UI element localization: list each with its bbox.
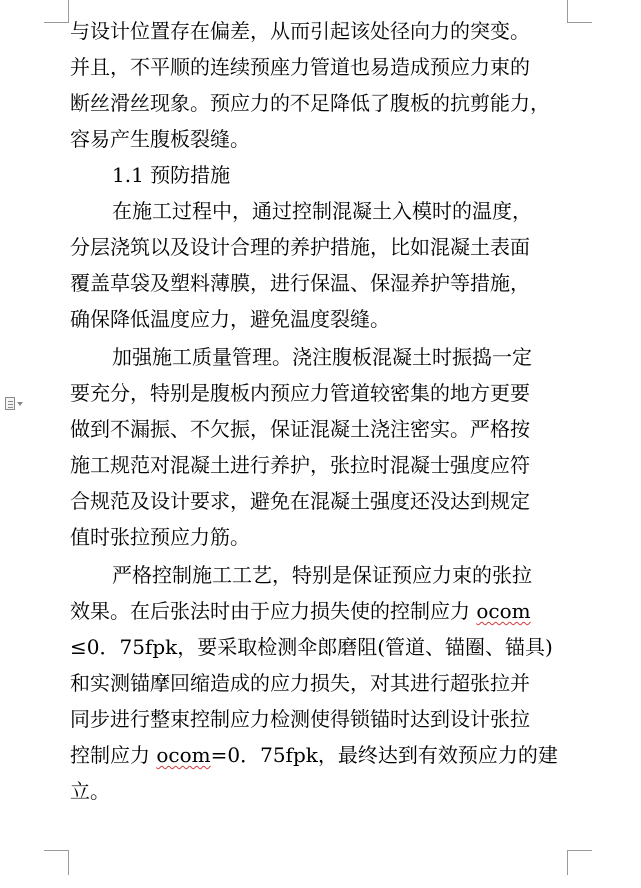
text-line: 值时张拉预应力筋。 (70, 525, 250, 549)
text-segment: =0．75fpk，最终达到有效预应力的建 (210, 743, 558, 767)
text-segment: 效果。在后张法时由于应力损失使的控制应力 (70, 599, 477, 623)
text-line (70, 594, 630, 628)
text-line: 施工规范对混凝土进行养护，张拉时混凝士强度应符 (70, 453, 530, 477)
crop-mark-top-left (44, 0, 69, 23)
crop-mark-bottom-left (44, 850, 69, 875)
text-line: 在施工过程中，通过控制混凝土入模时的温度， (112, 199, 532, 223)
text-line: 同步进行整束控制应力检测使得锁锚时达到设计张拉 (70, 707, 530, 731)
crop-mark-bottom-right (567, 850, 592, 875)
text-line: 严格控制施工工艺，特别是保证预应力束的张拉 (112, 563, 532, 587)
text-line: 覆盖草袋及塑料薄膜，进行保温、保湿养护等措施， (70, 271, 530, 295)
text-line: 分层浇筑以及设计合理的养护措施，比如混凝土表面 (70, 235, 530, 259)
text-line: 容易产生腹板裂缝。 (70, 127, 250, 151)
text-line: 并且，不平顺的连续预座力管道也易造成预应力束的 (70, 55, 530, 79)
text-line: 合规范及设计要求，避免在混凝土强度还没达到规定 (70, 489, 530, 513)
text-segment: 控制应力 (70, 743, 157, 767)
text-line: 断丝滑丝现象。预应力的不足降低了腹板的抗剪能力， (70, 91, 550, 115)
text-line: 要充分，特别是腹板内预应力管道较密集的地方更要 (70, 381, 530, 405)
text-line: 立。 (70, 779, 110, 803)
spelling-flagged-word: ocom (476, 599, 531, 623)
paragraph-marker[interactable] (5, 395, 35, 411)
text-line: 和实测锚摩回缩造成的应力损失，对其进行超张拉并 (70, 671, 530, 695)
text-line: 做到不漏振、不欠振，保证混凝土浇注密实。严格按 (70, 417, 530, 441)
text-line: 加强施工质量管理。浇注腹板混凝土时振捣一定 (112, 345, 532, 369)
section-heading: 1.1 预防措施 (112, 163, 231, 187)
text-line: 确保降低温度应力，避免温度裂缝。 (70, 307, 390, 331)
text-line: 与设计位置存在偏差，从而引起该处径向力的突变。 (70, 19, 530, 43)
document-icon (5, 397, 15, 410)
chevron-down-icon (17, 402, 23, 406)
text-line (70, 738, 630, 772)
spelling-flagged-word: ocom (156, 743, 211, 767)
text-line: ≤0．75fpk，要采取检测伞郎磨阻(管道、锚圈、锚具) (70, 635, 553, 659)
